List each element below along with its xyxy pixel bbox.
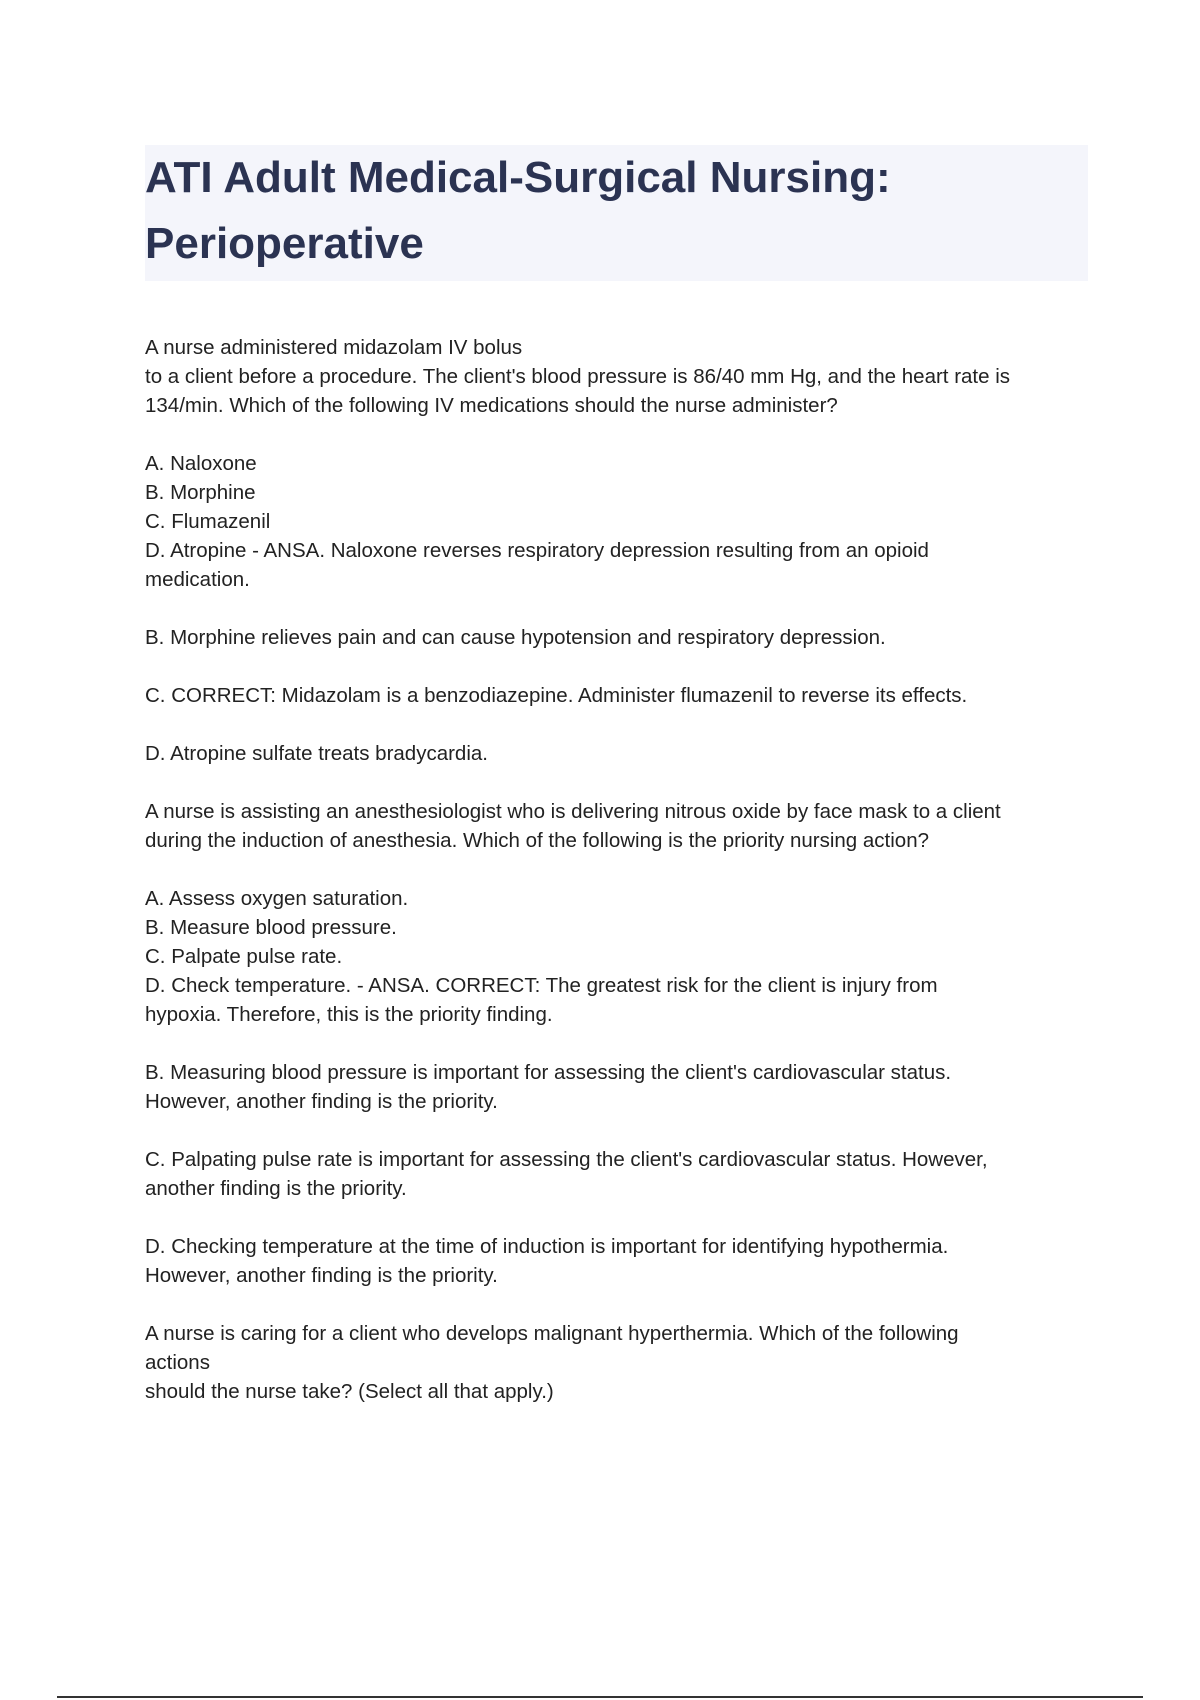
- option-a: A. Naloxone: [145, 452, 257, 475]
- question-1-rationale-c: [145, 681, 1095, 710]
- question-1-stem: [145, 333, 1095, 420]
- option-d: D. Atropine - ANSA. Naloxone reverses respiratory depression resulting from an opioid: [145, 539, 929, 562]
- text-line: A nurse is assisting an anesthesiologist who is delivering nitrous oxide by face mask to a client: [145, 800, 1001, 823]
- option-a: A. Assess oxygen saturation.: [145, 887, 409, 910]
- question-3-stem: [145, 1319, 1095, 1406]
- question-1-rationale-d: [145, 739, 1095, 768]
- option-c: C. Palpate pulse rate.: [145, 945, 343, 968]
- page-title: [145, 145, 1088, 277]
- text-line: However, another finding is the priority.: [145, 1090, 498, 1113]
- text-line: during the induction of anesthesia. Which of the following is the priority nursing action?: [145, 829, 930, 852]
- option-d: D. Check temperature. - ANSA. CORRECT: The greatest risk for the client is injury from: [145, 974, 938, 997]
- text-line: 134/min. Which of the following IV medications should the nurse administer?: [145, 394, 838, 417]
- text-line: D. Atropine sulfate treats bradycardia.: [145, 742, 488, 765]
- text-line: another finding is the priority.: [145, 1177, 407, 1200]
- question-2-rationale-d: [145, 1232, 1095, 1290]
- title-line-2: Perioperative: [145, 219, 424, 268]
- document-body: [145, 333, 1095, 1435]
- question-2-rationale-c: [145, 1145, 1095, 1203]
- text-line: A nurse administered midazolam IV bolus: [145, 336, 523, 359]
- text-line: should the nurse take? (Select all that apply.): [145, 1380, 554, 1403]
- text-line: medication.: [145, 568, 250, 591]
- option-c: C. Flumazenil: [145, 510, 271, 533]
- question-1-rationale-b: [145, 623, 1095, 652]
- text-line: A nurse is caring for a client who develops malignant hyperthermia. Which of the following: [145, 1322, 959, 1345]
- option-b: B. Measure blood pressure.: [145, 916, 397, 939]
- option-b: B. Morphine: [145, 481, 256, 504]
- text-line: However, another finding is the priority.: [145, 1264, 498, 1287]
- question-1-options: [145, 449, 1095, 594]
- text-line: to a client before a procedure. The client's blood pressure is 86/40 mm Hg, and the heart rate is: [145, 365, 1011, 388]
- page-bottom-divider: [57, 1696, 1143, 1698]
- text-line: B. Morphine relieves pain and can cause hypotension and respiratory depression.: [145, 626, 886, 649]
- text-line: C. Palpating pulse rate is important for assessing the client's cardiovascular status. However,: [145, 1148, 988, 1171]
- title-box: [145, 145, 1088, 281]
- text-line: actions: [145, 1351, 210, 1374]
- text-line: C. CORRECT: Midazolam is a benzodiazepine. Administer flumazenil to reverse its effects.: [145, 684, 968, 707]
- text-line: D. Checking temperature at the time of induction is important for identifying hypothermia.: [145, 1235, 949, 1258]
- question-2-rationale-b: [145, 1058, 1095, 1116]
- text-line: B. Measuring blood pressure is important for assessing the client's cardiovascular status.: [145, 1061, 952, 1084]
- question-2-options: [145, 884, 1095, 1029]
- question-2-stem: [145, 797, 1095, 855]
- title-line-1: ATI Adult Medical-Surgical Nursing:: [145, 153, 891, 202]
- text-line: hypoxia. Therefore, this is the priority finding.: [145, 1003, 553, 1026]
